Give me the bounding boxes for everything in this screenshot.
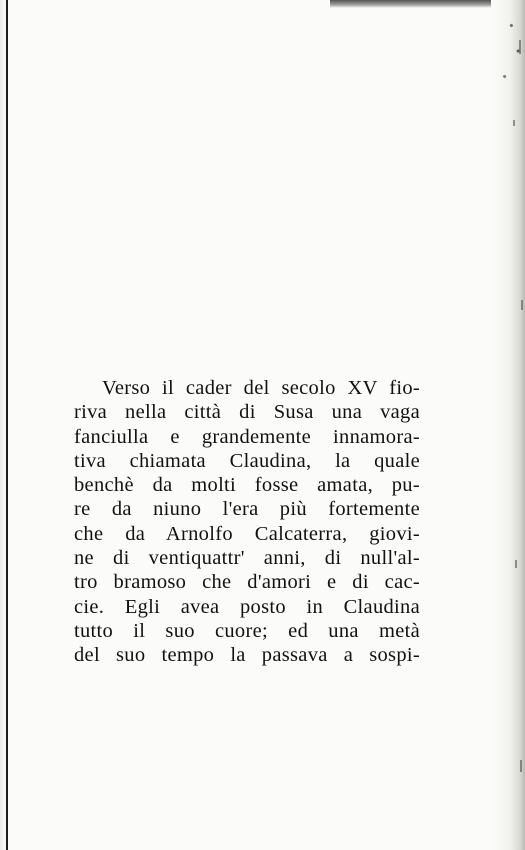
- binding-line: [6, 0, 8, 850]
- text-line: tutto il suo cuore; ed una metà: [74, 619, 420, 642]
- text-line: tiva chiamata Claudina, la quale: [74, 449, 420, 472]
- right-page-edge: [491, 0, 525, 850]
- edge-speckle: [520, 760, 522, 772]
- text-line: fanciulla e grandemente innamora-: [74, 425, 420, 448]
- edge-speckle: [513, 120, 515, 126]
- text-line: tro bramoso che d'amori e di cac-: [74, 571, 420, 594]
- body-text: [74, 376, 420, 668]
- text-line: riva nella città di Susa una vaga: [74, 401, 420, 424]
- edge-speckle: [519, 40, 521, 54]
- edge-speckle: [515, 560, 517, 568]
- text-line: del suo tempo la passava a sospi-: [74, 644, 420, 667]
- text-line: Verso il cader del secolo XV fio-: [102, 377, 420, 399]
- edge-speckle: [521, 300, 523, 310]
- text-line: re da niuno l'era più fortemente: [74, 498, 420, 521]
- text-line: cie. Egli avea posto in Claudina: [74, 595, 420, 618]
- text-line: ne di ventiquattr' anni, di null'al-: [74, 547, 420, 570]
- text-line: che da Arnolfo Calcaterra, giovi-: [74, 522, 420, 545]
- text-line: benchè da molti fosse amata, pu-: [74, 474, 420, 497]
